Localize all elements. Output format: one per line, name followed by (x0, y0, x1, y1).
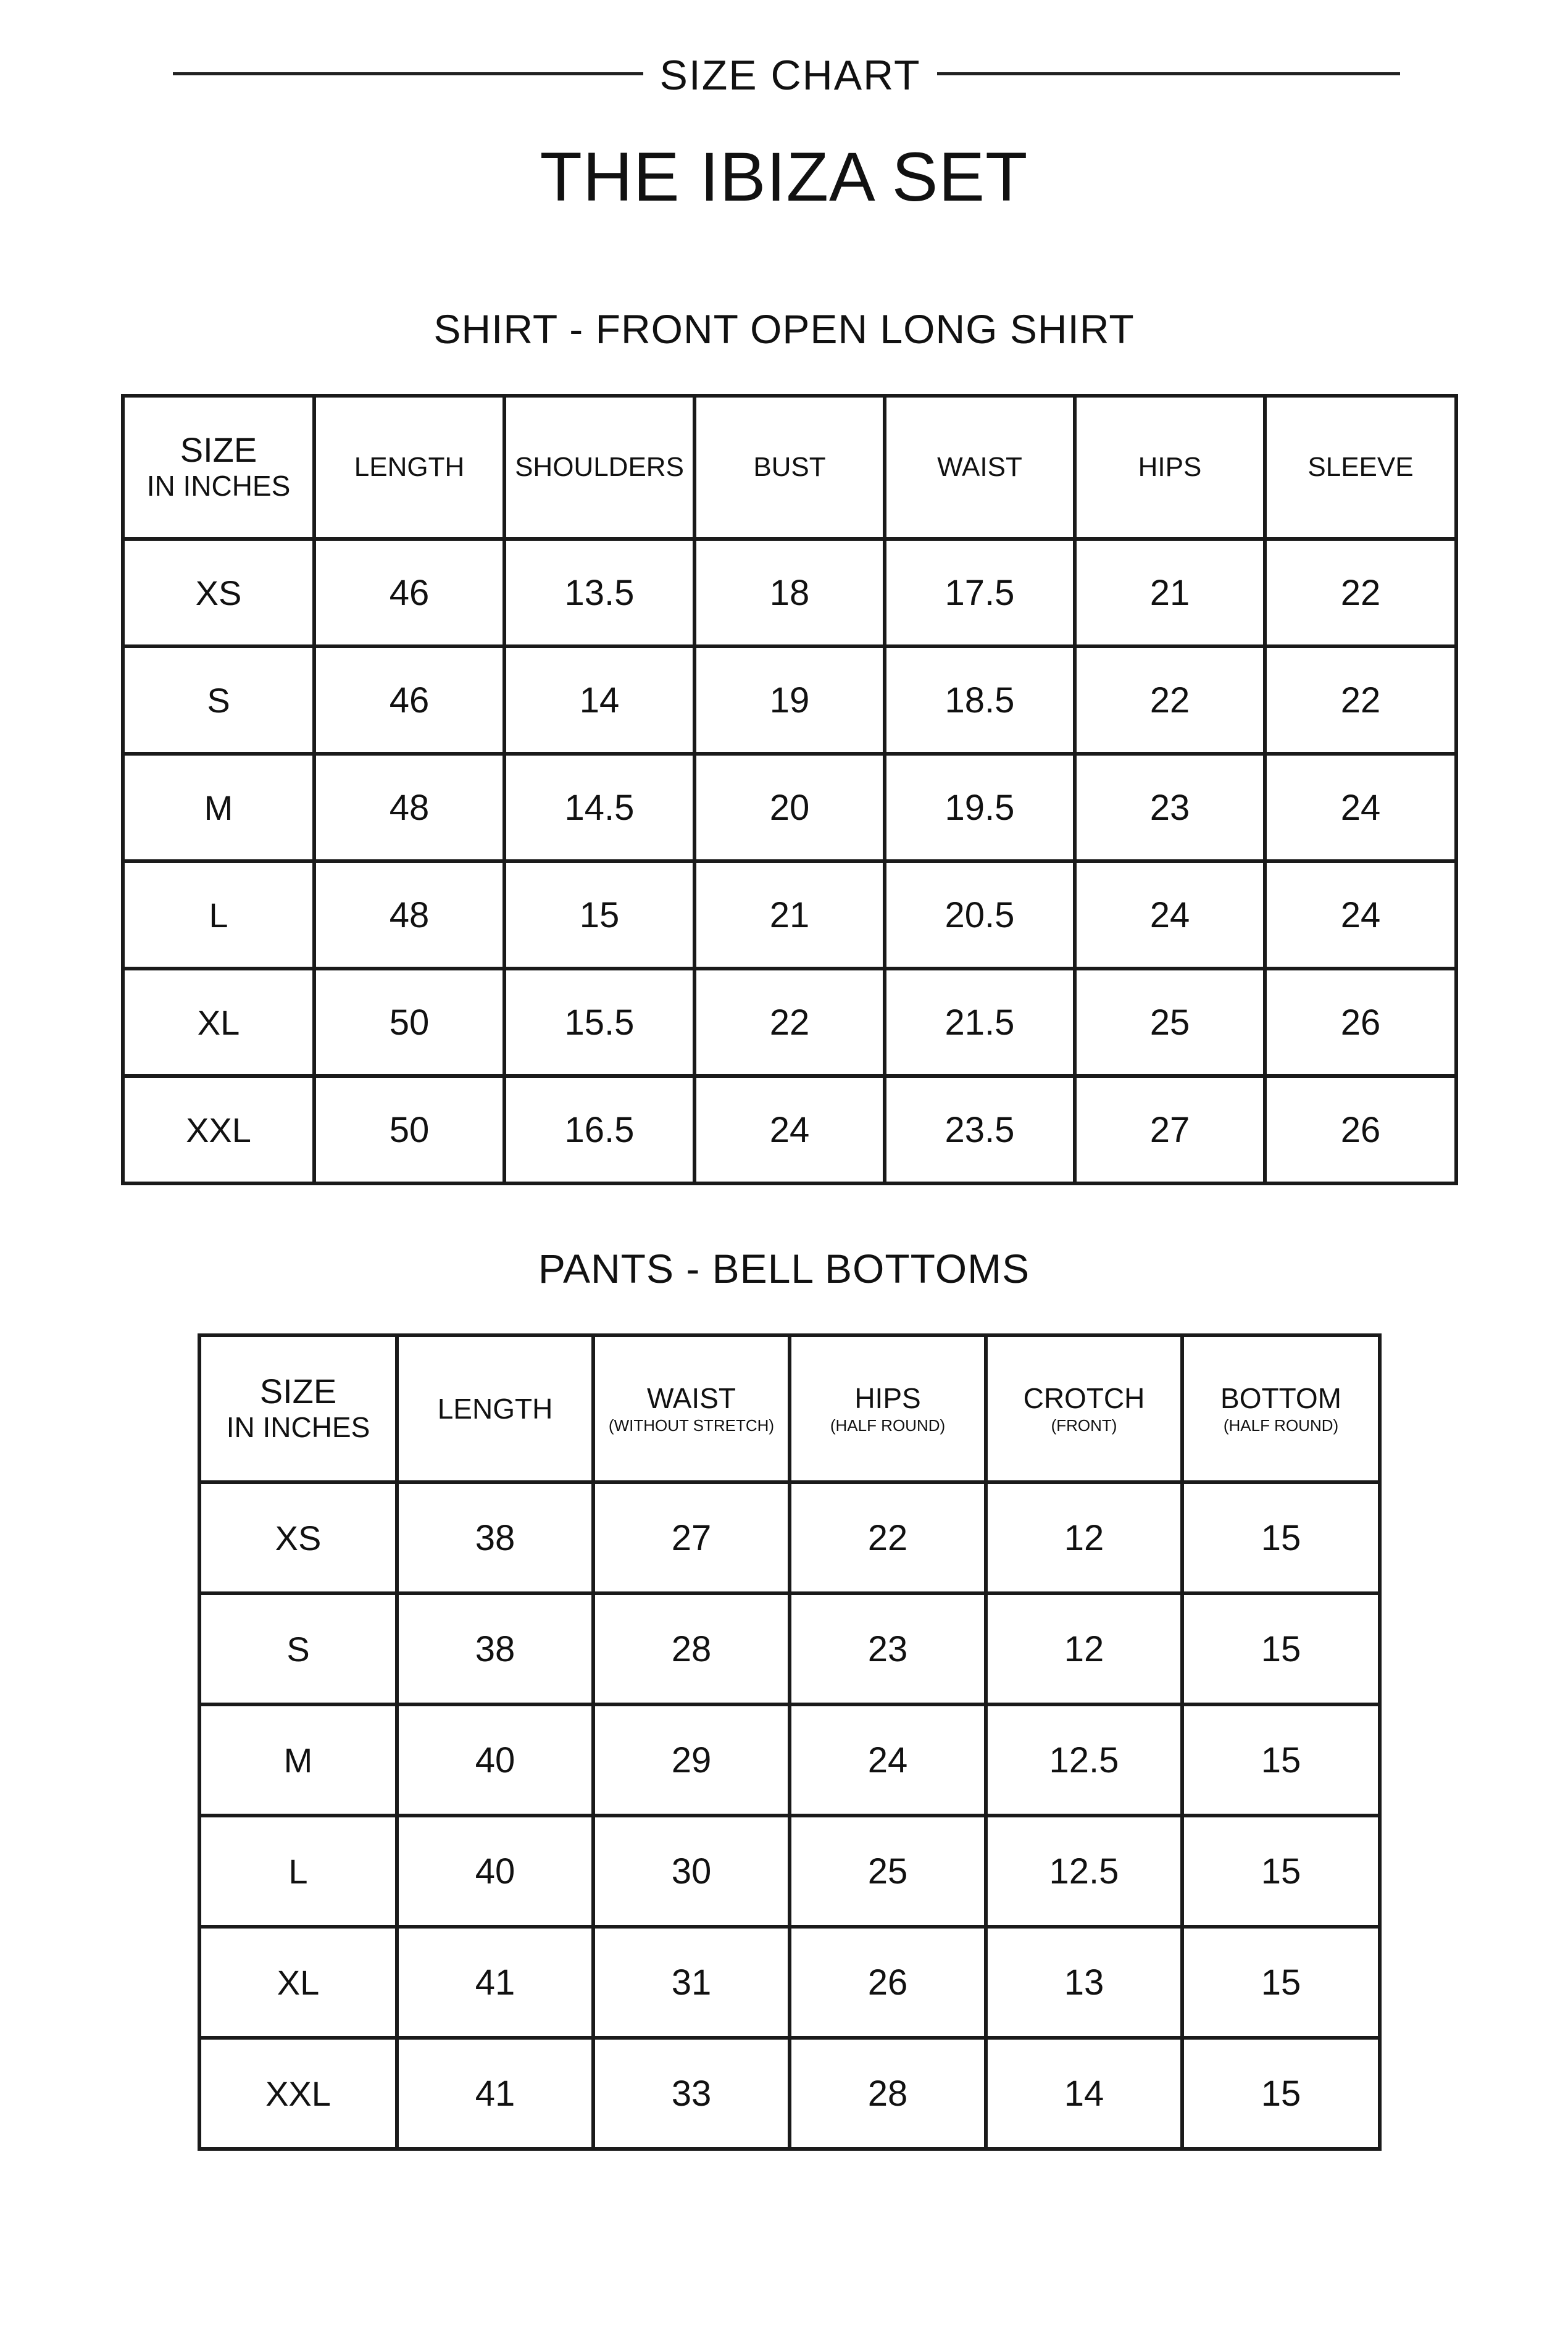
value-cell: 40 (397, 1704, 593, 1816)
size-cell: L (123, 861, 314, 969)
shirt-header-row (123, 396, 1456, 539)
column-header-label: WAIST (647, 1382, 736, 1414)
value-cell: 21 (694, 861, 885, 969)
value-cell: 25 (790, 1816, 986, 1927)
value-cell: 40 (397, 1816, 593, 1927)
table-row (123, 646, 1456, 754)
shirt-size-column-header (123, 396, 314, 539)
value-cell: 18.5 (885, 646, 1075, 754)
value-cell: 13.5 (504, 539, 694, 646)
page-title: THE IBIZA SET (540, 138, 1028, 215)
value-cell: 19 (694, 646, 885, 754)
shirt-column-header-sleeve: SLEEVE (1265, 396, 1456, 539)
size-cell: XS (199, 1482, 397, 1593)
value-cell: 15 (504, 861, 694, 969)
value-cell: 23.5 (885, 1076, 1075, 1183)
value-cell: 22 (1265, 646, 1456, 754)
value-cell: 15 (1182, 1704, 1380, 1816)
value-cell: 41 (397, 2038, 593, 2149)
table-row (199, 2038, 1380, 2149)
size-header-unit: IN INCHES (146, 470, 291, 502)
value-cell: 26 (790, 1927, 986, 2038)
table-row (123, 1076, 1456, 1183)
size-cell: L (199, 1816, 397, 1927)
header-divider-left (173, 72, 643, 75)
value-cell: 15 (1182, 1482, 1380, 1593)
value-cell: 24 (790, 1704, 986, 1816)
value-cell: 24 (1075, 861, 1265, 969)
size-cell: S (199, 1593, 397, 1704)
size-header-unit: IN INCHES (226, 1411, 370, 1443)
column-header-note: (HALF ROUND) (830, 1416, 946, 1435)
header-divider-right (937, 72, 1400, 75)
size-cell: XXL (123, 1076, 314, 1183)
value-cell: 27 (1075, 1076, 1265, 1183)
column-header-label: BOTTOM (1220, 1382, 1341, 1414)
value-cell: 29 (593, 1704, 790, 1816)
size-header-label: SIZE (180, 430, 257, 469)
value-cell: 27 (593, 1482, 790, 1593)
size-cell: M (123, 754, 314, 861)
value-cell: 23 (790, 1593, 986, 1704)
value-cell: 22 (1075, 646, 1265, 754)
value-cell: 12.5 (986, 1816, 1182, 1927)
value-cell: 30 (593, 1816, 790, 1927)
value-cell: 23 (1075, 754, 1265, 861)
value-cell: 15 (1182, 2038, 1380, 2149)
size-cell: S (123, 646, 314, 754)
value-cell: 12.5 (986, 1704, 1182, 1816)
value-cell: 24 (694, 1076, 885, 1183)
column-header-note: (FRONT) (1051, 1416, 1117, 1435)
value-cell: 41 (397, 1927, 593, 2038)
table-row (199, 1816, 1380, 1927)
pants-size-column-header (199, 1335, 397, 1482)
shirt-size-table (121, 394, 1458, 1185)
column-header-note: (WITHOUT STRETCH) (608, 1416, 775, 1435)
value-cell: 14 (504, 646, 694, 754)
column-header-label: HIPS (854, 1382, 921, 1414)
size-cell: XL (199, 1927, 397, 2038)
value-cell: 26 (1265, 969, 1456, 1076)
column-header-label: LENGTH (437, 1393, 553, 1425)
value-cell: 22 (694, 969, 885, 1076)
pants-column-header-waist (593, 1335, 790, 1482)
table-row (199, 1704, 1380, 1816)
value-cell: 38 (397, 1593, 593, 1704)
value-cell: 24 (1265, 861, 1456, 969)
value-cell: 22 (1265, 539, 1456, 646)
value-cell: 17.5 (885, 539, 1075, 646)
value-cell: 26 (1265, 1076, 1456, 1183)
value-cell: 14.5 (504, 754, 694, 861)
value-cell: 50 (314, 969, 504, 1076)
value-cell: 15.5 (504, 969, 694, 1076)
value-cell: 18 (694, 539, 885, 646)
table-row (199, 1927, 1380, 2038)
value-cell: 46 (314, 539, 504, 646)
value-cell: 21.5 (885, 969, 1075, 1076)
value-cell: 13 (986, 1927, 1182, 2038)
size-cell: XXL (199, 2038, 397, 2149)
size-cell: M (199, 1704, 397, 1816)
size-chart-label: SIZE CHART (659, 52, 921, 99)
value-cell: 21 (1075, 539, 1265, 646)
value-cell: 12 (986, 1482, 1182, 1593)
value-cell: 50 (314, 1076, 504, 1183)
shirt-column-header-length: LENGTH (314, 396, 504, 539)
value-cell: 48 (314, 754, 504, 861)
value-cell: 15 (1182, 1816, 1380, 1927)
pants-header-row (199, 1335, 1380, 1482)
value-cell: 24 (1265, 754, 1456, 861)
table-row (199, 1593, 1380, 1704)
shirt-section-title: SHIRT - FRONT OPEN LONG SHIRT (433, 306, 1135, 352)
size-header-label: SIZE (259, 1372, 337, 1411)
size-cell: XL (123, 969, 314, 1076)
pants-size-table (198, 1333, 1382, 2151)
column-header-label: CROTCH (1023, 1382, 1145, 1414)
shirt-column-header-bust: BUST (694, 396, 885, 539)
value-cell: 20 (694, 754, 885, 861)
pants-column-header-length (397, 1335, 593, 1482)
value-cell: 38 (397, 1482, 593, 1593)
value-cell: 25 (1075, 969, 1265, 1076)
table-row (123, 539, 1456, 646)
value-cell: 19.5 (885, 754, 1075, 861)
value-cell: 31 (593, 1927, 790, 2038)
value-cell: 33 (593, 2038, 790, 2149)
table-row (199, 1482, 1380, 1593)
pants-column-header-bottom (1182, 1335, 1380, 1482)
value-cell: 16.5 (504, 1076, 694, 1183)
shirt-column-header-waist: WAIST (885, 396, 1075, 539)
table-row (123, 754, 1456, 861)
value-cell: 15 (1182, 1593, 1380, 1704)
value-cell: 15 (1182, 1927, 1380, 2038)
size-cell: XS (123, 539, 314, 646)
value-cell: 20.5 (885, 861, 1075, 969)
pants-column-header-hips (790, 1335, 986, 1482)
value-cell: 12 (986, 1593, 1182, 1704)
pants-section-title: PANTS - BELL BOTTOMS (538, 1246, 1030, 1291)
shirt-column-header-hips: HIPS (1075, 396, 1265, 539)
value-cell: 28 (790, 2038, 986, 2149)
value-cell: 14 (986, 2038, 1182, 2149)
column-header-note: (HALF ROUND) (1223, 1416, 1339, 1435)
shirt-column-header-shoulders: SHOULDERS (504, 396, 694, 539)
value-cell: 28 (593, 1593, 790, 1704)
value-cell: 22 (790, 1482, 986, 1593)
table-row (123, 861, 1456, 969)
pants-column-header-crotch (986, 1335, 1182, 1482)
value-cell: 46 (314, 646, 504, 754)
value-cell: 48 (314, 861, 504, 969)
table-row (123, 969, 1456, 1076)
